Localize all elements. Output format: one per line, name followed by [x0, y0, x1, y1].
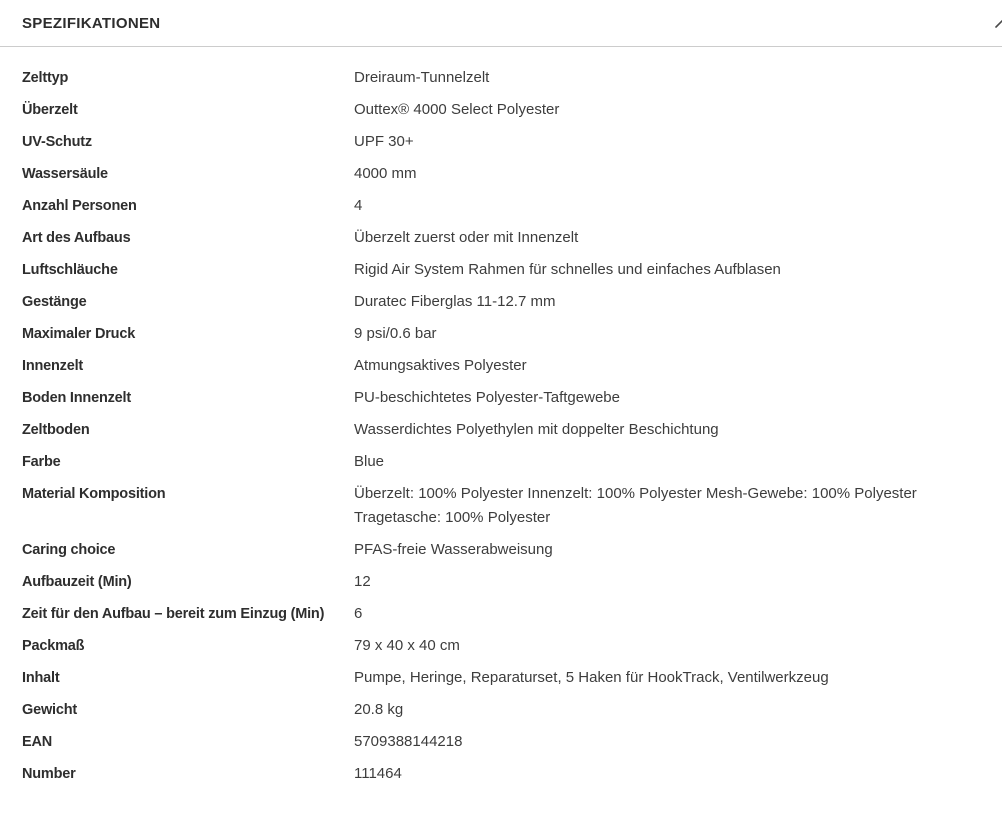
spec-value: Duratec Fiberglas 11-12.7 mm	[354, 293, 556, 310]
spec-row	[22, 222, 989, 254]
spec-label: Packmaß	[22, 638, 85, 654]
spec-label: Innenzelt	[22, 358, 84, 374]
spec-label: Zeit für den Aufbau – bereit zum Einzug (Min)	[22, 606, 325, 622]
spec-label: EAN	[22, 734, 53, 750]
spec-row	[22, 758, 989, 790]
spec-row	[22, 286, 989, 318]
spec-row	[22, 318, 989, 350]
spec-label: Farbe	[22, 454, 61, 470]
spec-label: Gewicht	[22, 702, 77, 718]
spec-label: Zeltboden	[22, 422, 90, 438]
spec-label: UV-Schutz	[22, 134, 92, 150]
spec-value: 9 psi/0.6 bar	[354, 325, 437, 342]
specifications-title: SPEZIFIKATIONEN	[22, 14, 161, 32]
spec-row	[22, 414, 989, 446]
spec-label: Inhalt	[22, 670, 60, 686]
spec-label: Anzahl Personen	[22, 198, 137, 214]
spec-label: Gestänge	[22, 294, 87, 310]
spec-value: 12	[354, 573, 371, 590]
spec-row	[22, 566, 989, 598]
spec-label: Überzelt	[22, 102, 78, 118]
spec-row	[22, 478, 989, 534]
spec-value: 79 x 40 x 40 cm	[354, 637, 460, 654]
spec-label: Luftschläuche	[22, 262, 118, 278]
spec-row	[22, 694, 989, 726]
spec-row	[22, 382, 989, 414]
chevron-up-icon	[995, 18, 1002, 28]
spec-value: Blue	[354, 453, 385, 470]
spec-value: Pumpe, Heringe, Reparaturset, 5 Haken für HookTrack, Ventilwerkzeug	[354, 669, 829, 686]
spec-row	[22, 254, 989, 286]
spec-label: Number	[22, 766, 76, 782]
spec-value: Outtex® 4000 Select Polyester	[354, 101, 560, 118]
spec-row	[22, 158, 989, 190]
specifications-accordion-header[interactable]	[0, 0, 1002, 47]
spec-row	[22, 726, 989, 758]
spec-label: Caring choice	[22, 542, 116, 558]
spec-table	[0, 47, 1002, 810]
spec-row	[22, 446, 989, 478]
spec-label: Maximaler Druck	[22, 326, 136, 342]
spec-value: Dreiraum-Tunnelzelt	[354, 69, 490, 86]
spec-value: PU-beschichtetes Polyester-Taftgewebe	[354, 389, 620, 406]
spec-row	[22, 630, 989, 662]
spec-value: Rigid Air System Rahmen für schnelles und einfaches Aufblasen	[354, 261, 781, 278]
spec-value: 4000 mm	[354, 165, 417, 182]
spec-label: Art des Aufbaus	[22, 230, 131, 246]
spec-value: UPF 30+	[354, 133, 414, 150]
spec-row	[22, 598, 989, 630]
spec-label: Boden Innenzelt	[22, 390, 131, 406]
spec-value: 111464	[354, 765, 402, 782]
spec-row	[22, 350, 989, 382]
spec-label: Aufbauzeit (Min)	[22, 574, 132, 590]
spec-label: Zelttyp	[22, 70, 69, 86]
spec-label: Wassersäule	[22, 166, 108, 182]
spec-row	[22, 94, 989, 126]
spec-row	[22, 534, 989, 566]
spec-row	[22, 662, 989, 694]
spec-value: PFAS-freie Wasserabweisung	[354, 541, 553, 558]
spec-value: Atmungsaktives Polyester	[354, 357, 527, 374]
spec-value: 6	[354, 605, 363, 622]
spec-value: 4	[354, 197, 363, 214]
spec-label: Material Komposition	[22, 486, 166, 502]
spec-value: 5709388144218	[354, 733, 463, 750]
spec-value: Wasserdichtes Polyethylen mit doppelter Beschichtung	[354, 421, 719, 438]
spec-value: Überzelt: 100% Polyester Innenzelt: 100% Polyester Mesh-Gewebe: 100% Polyester Tragetasche: 100% Polyester	[354, 485, 917, 526]
spec-row	[22, 190, 989, 222]
spec-row	[22, 126, 989, 158]
spec-value: 20.8 kg	[354, 701, 404, 718]
spec-row	[22, 62, 989, 94]
spec-value: Überzelt zuerst oder mit Innenzelt	[354, 229, 579, 246]
